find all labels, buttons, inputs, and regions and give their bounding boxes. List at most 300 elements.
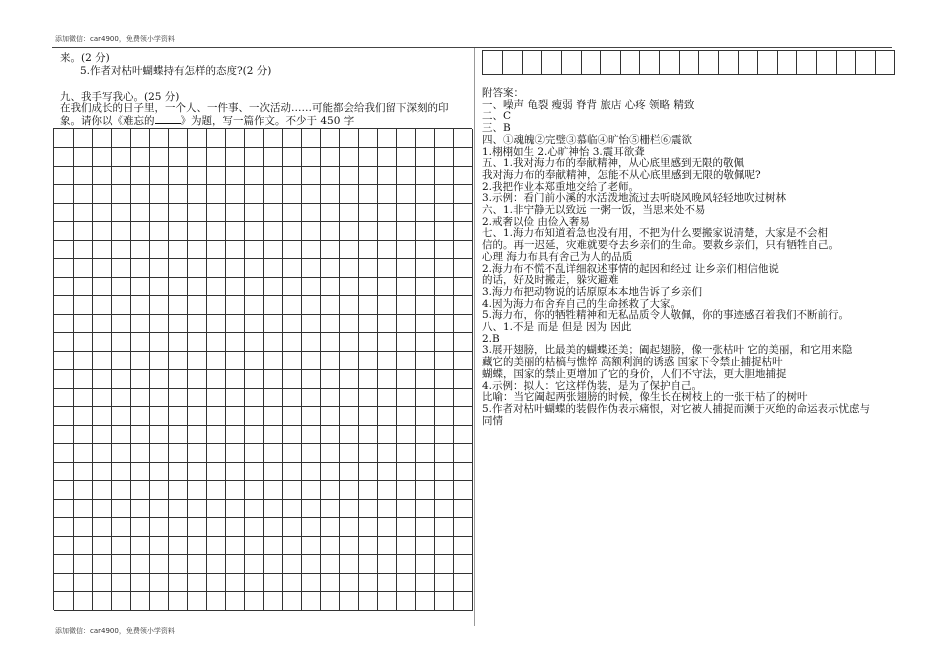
- grid-cell: [396, 425, 416, 444]
- grid-cell: [206, 129, 226, 148]
- grid-cell: [320, 185, 340, 204]
- grid-cell: [415, 129, 435, 148]
- grid-cell: [396, 388, 416, 407]
- grid-cell: [263, 536, 283, 555]
- grid-cell: [187, 296, 207, 315]
- grid-cell: [358, 240, 378, 259]
- grid-cell: [263, 481, 283, 500]
- grid-cell: [111, 555, 131, 574]
- grid-cell: [301, 351, 321, 370]
- grid-cell: [263, 240, 283, 259]
- grid-cell: [434, 499, 454, 518]
- grid-cell: [206, 240, 226, 259]
- grid-cell: [149, 370, 169, 389]
- top-grid-cell: [777, 51, 797, 75]
- answer-line: 2.B: [482, 332, 500, 345]
- grid-cell: [225, 222, 245, 241]
- answer-line: 三、B: [482, 122, 511, 135]
- answer-line: 3.展开翅膀，比最美的蝴蝶还美；阖起翅膀，像一张枯叶 它的美丽，和它用来隐: [482, 344, 853, 357]
- grid-cell: [54, 333, 74, 352]
- grid-cell: [263, 444, 283, 463]
- grid-cell: [225, 185, 245, 204]
- grid-cell: [92, 222, 112, 241]
- grid-cell: [54, 129, 74, 148]
- grid-cell: [130, 333, 150, 352]
- grid-cell: [187, 277, 207, 296]
- grid-cell: [187, 555, 207, 574]
- grid-cell: [396, 203, 416, 222]
- grid-cell: [168, 148, 188, 167]
- grid-cell: [111, 222, 131, 241]
- grid-cell: [396, 444, 416, 463]
- grid-cell: [377, 203, 397, 222]
- grid-cell: [244, 462, 264, 481]
- grid-cell: [244, 277, 264, 296]
- grid-cell: [149, 555, 169, 574]
- answer-line: 比喻：当它阖起两张翅膀的时候，像生长在树枝上的一张干枯了的树叶: [482, 391, 808, 404]
- grid-cell: [225, 333, 245, 352]
- grid-cell: [339, 222, 359, 241]
- grid-cell: [225, 407, 245, 426]
- grid-cell: [339, 388, 359, 407]
- grid-cell: [358, 185, 378, 204]
- grid-cell: [453, 499, 473, 518]
- grid-cell: [149, 407, 169, 426]
- answer-line: 心理 海力布具有舍己为人的品质: [482, 250, 633, 263]
- grid-cell: [282, 481, 302, 500]
- grid-cell: [130, 499, 150, 518]
- grid-cell: [130, 518, 150, 537]
- grid-cell: [358, 481, 378, 500]
- grid-cell: [282, 573, 302, 592]
- grid-cell: [92, 333, 112, 352]
- grid-cell: [339, 314, 359, 333]
- grid-cell: [187, 185, 207, 204]
- grid-cell: [339, 499, 359, 518]
- grid-cell: [263, 555, 283, 574]
- grid-cell: [339, 481, 359, 500]
- grid-cell: [301, 129, 321, 148]
- grid-cell: [453, 277, 473, 296]
- grid-cell: [111, 259, 131, 278]
- grid-cell: [320, 425, 340, 444]
- grid-cell: [377, 259, 397, 278]
- grid-cell: [263, 296, 283, 315]
- grid-cell: [415, 185, 435, 204]
- grid-cell: [168, 536, 188, 555]
- grid-cell: [301, 499, 321, 518]
- grid-cell: [130, 277, 150, 296]
- grid-cell: [282, 296, 302, 315]
- grid-cell: [415, 222, 435, 241]
- grid-cell: [358, 499, 378, 518]
- grid-cell: [453, 259, 473, 278]
- grid-cell: [434, 148, 454, 167]
- grid-cell: [54, 370, 74, 389]
- grid-cell: [225, 296, 245, 315]
- answer-line: 五、1.我对海力布的奉献精神，从心底里感到无限的敬佩: [482, 157, 745, 170]
- grid-cell: [434, 240, 454, 259]
- grid-cell: [263, 351, 283, 370]
- grid-cell: [130, 314, 150, 333]
- grid-cell: [244, 518, 264, 537]
- grid-cell: [434, 129, 454, 148]
- grid-cell: [282, 185, 302, 204]
- grid-cell: [377, 370, 397, 389]
- grid-cell: [187, 351, 207, 370]
- grid-cell: [396, 314, 416, 333]
- grid-cell: [434, 370, 454, 389]
- grid-cell: [73, 444, 93, 463]
- grid-cell: [54, 185, 74, 204]
- grid-cell: [73, 259, 93, 278]
- grid-cell: [320, 259, 340, 278]
- grid-cell: [73, 425, 93, 444]
- grid-cell: [263, 185, 283, 204]
- grid-cell: [434, 425, 454, 444]
- grid-cell: [434, 259, 454, 278]
- grid-cell: [282, 499, 302, 518]
- grid-cell: [415, 481, 435, 500]
- grid-cell: [453, 462, 473, 481]
- grid-cell: [320, 444, 340, 463]
- grid-cell: [54, 499, 74, 518]
- grid-cell: [377, 277, 397, 296]
- grid-cell: [168, 555, 188, 574]
- grid-cell: [168, 499, 188, 518]
- grid-cell: [92, 370, 112, 389]
- grid-cell: [73, 351, 93, 370]
- top-grid-cell: [561, 51, 581, 75]
- grid-cell: [92, 425, 112, 444]
- grid-cell: [111, 407, 131, 426]
- grid-cell: [187, 388, 207, 407]
- grid-cell: [111, 185, 131, 204]
- question-tail-line: 来。(2 分): [60, 52, 110, 64]
- grid-cell: [73, 296, 93, 315]
- grid-cell: [320, 148, 340, 167]
- grid-cell: [320, 573, 340, 592]
- grid-cell: [434, 481, 454, 500]
- grid-cell: [301, 370, 321, 389]
- grid-cell: [225, 592, 245, 611]
- grid-cell: [187, 536, 207, 555]
- grid-cell: [111, 481, 131, 500]
- grid-cell: [225, 166, 245, 185]
- grid-cell: [111, 425, 131, 444]
- grid-cell: [149, 425, 169, 444]
- grid-cell: [396, 240, 416, 259]
- grid-cell: [130, 536, 150, 555]
- grid-cell: [339, 444, 359, 463]
- grid-cell: [225, 203, 245, 222]
- grid-cell: [244, 314, 264, 333]
- grid-cell: [301, 203, 321, 222]
- grid-cell: [263, 518, 283, 537]
- grid-cell: [320, 518, 340, 537]
- grid-cell: [301, 444, 321, 463]
- grid-cell: [282, 444, 302, 463]
- grid-cell: [130, 129, 150, 148]
- grid-cell: [130, 481, 150, 500]
- grid-cell: [320, 166, 340, 185]
- grid-cell: [111, 166, 131, 185]
- grid-cell: [54, 444, 74, 463]
- grid-cell: [130, 222, 150, 241]
- grid-cell: [130, 425, 150, 444]
- grid-cell: [320, 555, 340, 574]
- grid-cell: [358, 536, 378, 555]
- grid-cell: [453, 351, 473, 370]
- grid-cell: [130, 388, 150, 407]
- grid-cell: [434, 314, 454, 333]
- grid-cell: [377, 573, 397, 592]
- grid-cell: [206, 592, 226, 611]
- grid-cell: [434, 351, 454, 370]
- grid-cell: [168, 518, 188, 537]
- grid-cell: [434, 444, 454, 463]
- title-blank: [155, 114, 181, 124]
- grid-cell: [263, 407, 283, 426]
- grid-cell: [130, 259, 150, 278]
- grid-cell: [187, 592, 207, 611]
- grid-cell: [301, 536, 321, 555]
- answer-line: 3.示例：看门前小溪的水活泼地流过去听晓风晚风轻轻地吹过树林: [482, 192, 787, 205]
- answer-line: 一、噪声 龟裂 瘦弱 脊背 旅店 心疼 领略 精致: [482, 98, 695, 111]
- grid-cell: [396, 351, 416, 370]
- grid-cell: [282, 333, 302, 352]
- grid-cell: [54, 592, 74, 611]
- grid-cell: [54, 555, 74, 574]
- top-grid-cell: [640, 51, 660, 75]
- answer-line: 四、①魂魄②完璧③慕临④旷怡⑤栅栏⑥震欲: [482, 133, 692, 146]
- grid-cell: [149, 351, 169, 370]
- grid-cell: [339, 333, 359, 352]
- grid-cell: [187, 148, 207, 167]
- grid-cell: [92, 351, 112, 370]
- answer-line: 5.作者对枯叶蝴蝶的装假作伪表示痛恨，对它被人捕捉而濒于灭绝的命运表示忧虑与: [482, 402, 871, 415]
- grid-cell: [453, 148, 473, 167]
- grid-cell: [206, 148, 226, 167]
- grid-cell: [168, 407, 188, 426]
- grid-cell: [244, 592, 264, 611]
- top-grid-cell: [738, 51, 758, 75]
- grid-cell: [320, 370, 340, 389]
- grid-cell: [339, 148, 359, 167]
- grid-cell: [73, 518, 93, 537]
- grid-cell: [225, 388, 245, 407]
- grid-cell: [187, 462, 207, 481]
- grid-cell: [396, 370, 416, 389]
- grid-cell: [187, 333, 207, 352]
- grid-cell: [377, 518, 397, 537]
- grid-cell: [244, 555, 264, 574]
- grid-cell: [339, 536, 359, 555]
- grid-cell: [73, 333, 93, 352]
- grid-cell: [244, 444, 264, 463]
- grid-cell: [301, 314, 321, 333]
- grid-cell: [244, 388, 264, 407]
- grid-cell: [301, 185, 321, 204]
- grid-cell: [453, 425, 473, 444]
- grid-cell: [358, 555, 378, 574]
- grid-cell: [415, 573, 435, 592]
- grid-cell: [396, 481, 416, 500]
- grid-cell: [244, 370, 264, 389]
- grid-cell: [415, 203, 435, 222]
- grid-cell: [111, 203, 131, 222]
- grid-cell: [244, 333, 264, 352]
- grid-cell: [396, 536, 416, 555]
- grid-cell: [320, 222, 340, 241]
- grid-cell: [168, 462, 188, 481]
- grid-cell: [111, 148, 131, 167]
- grid-cell: [377, 536, 397, 555]
- grid-cell: [320, 333, 340, 352]
- grid-cell: [358, 259, 378, 278]
- header-watermark: 添加微信：car4900，免费领小学资料: [55, 35, 175, 43]
- grid-cell: [377, 129, 397, 148]
- grid-cell: [92, 259, 112, 278]
- grid-cell: [225, 573, 245, 592]
- grid-cell: [206, 203, 226, 222]
- grid-cell: [73, 370, 93, 389]
- grid-cell: [415, 536, 435, 555]
- grid-cell: [54, 296, 74, 315]
- grid-cell: [225, 351, 245, 370]
- grid-cell: [415, 351, 435, 370]
- grid-cell: [282, 388, 302, 407]
- answer-line: 八、1.不是 而是 但是 因为 因此: [482, 321, 632, 333]
- grid-cell: [130, 462, 150, 481]
- grid-cell: [320, 462, 340, 481]
- answer-line: 2.戒奢以俭 由俭入奢易: [482, 215, 590, 228]
- answer-line: 六、1.非宁静无以致远 一粥一饭，当思来处不易: [482, 204, 706, 216]
- grid-cell: [244, 407, 264, 426]
- grid-cell: [130, 296, 150, 315]
- grid-cell: [282, 259, 302, 278]
- grid-cell: [54, 573, 74, 592]
- grid-cell: [358, 314, 378, 333]
- grid-cell: [358, 277, 378, 296]
- top-grid-cell: [620, 51, 640, 75]
- grid-cell: [377, 407, 397, 426]
- grid-cell: [396, 222, 416, 241]
- top-grid-cell: [581, 51, 601, 75]
- grid-cell: [415, 518, 435, 537]
- grid-cell: [377, 351, 397, 370]
- grid-cell: [320, 296, 340, 315]
- grid-cell: [244, 185, 264, 204]
- grid-cell: [453, 536, 473, 555]
- grid-cell: [168, 370, 188, 389]
- grid-cell: [339, 462, 359, 481]
- grid-cell: [168, 388, 188, 407]
- grid-cell: [111, 351, 131, 370]
- grid-cell: [301, 407, 321, 426]
- grid-cell: [396, 407, 416, 426]
- grid-cell: [301, 240, 321, 259]
- answer-line: 我对海力布的奉献精神，怎能不从心底里感到无限的敬佩呢?: [482, 168, 761, 181]
- grid-cell: [339, 203, 359, 222]
- grid-cell: [130, 573, 150, 592]
- grid-cell: [320, 592, 340, 611]
- grid-cell: [187, 444, 207, 463]
- grid-cell: [168, 314, 188, 333]
- grid-cell: [130, 148, 150, 167]
- grid-cell: [92, 444, 112, 463]
- grid-cell: [415, 499, 435, 518]
- grid-cell: [111, 370, 131, 389]
- grid-cell: [206, 425, 226, 444]
- grid-cell: [282, 370, 302, 389]
- grid-cell: [301, 462, 321, 481]
- answer-line: 二、C: [482, 110, 512, 123]
- grid-cell: [206, 296, 226, 315]
- grid-cell: [301, 518, 321, 537]
- grid-cell: [396, 277, 416, 296]
- grid-cell: [187, 222, 207, 241]
- grid-cell: [263, 462, 283, 481]
- grid-cell: [301, 148, 321, 167]
- grid-cell: [282, 203, 302, 222]
- grid-cell: [73, 592, 93, 611]
- grid-cell: [225, 277, 245, 296]
- grid-cell: [149, 573, 169, 592]
- grid-cell: [149, 518, 169, 537]
- grid-cell: [320, 240, 340, 259]
- top-grid-cell: [856, 51, 876, 75]
- grid-cell: [396, 462, 416, 481]
- grid-cell: [187, 203, 207, 222]
- grid-cell: [453, 222, 473, 241]
- grid-cell: [415, 444, 435, 463]
- grid-cell: [263, 259, 283, 278]
- grid-cell: [396, 592, 416, 611]
- grid-cell: [149, 314, 169, 333]
- grid-cell: [453, 573, 473, 592]
- grid-cell: [358, 370, 378, 389]
- top-grid-cell: [522, 51, 542, 75]
- grid-cell: [73, 185, 93, 204]
- grid-cell: [263, 129, 283, 148]
- grid-cell: [358, 166, 378, 185]
- grid-cell: [149, 166, 169, 185]
- grid-cell: [149, 259, 169, 278]
- grid-cell: [130, 240, 150, 259]
- grid-cell: [358, 462, 378, 481]
- grid-cell: [92, 240, 112, 259]
- answer-line: 5.海力布，你的牺牲精神和无私品质令人敬佩，你的事迹感召着我们不断前行。: [482, 309, 850, 322]
- grid-cell: [263, 314, 283, 333]
- grid-cell: [301, 425, 321, 444]
- grid-cell: [187, 573, 207, 592]
- grid-cell: [111, 277, 131, 296]
- grid-cell: [187, 259, 207, 278]
- grid-cell: [54, 259, 74, 278]
- grid-cell: [244, 536, 264, 555]
- grid-cell: [301, 555, 321, 574]
- grid-cell: [92, 277, 112, 296]
- grid-cell: [225, 240, 245, 259]
- grid-cell: [377, 166, 397, 185]
- grid-cell: [168, 166, 188, 185]
- grid-cell: [168, 592, 188, 611]
- grid-cell: [73, 314, 93, 333]
- grid-cell: [339, 185, 359, 204]
- grid-cell: [168, 351, 188, 370]
- grid-cell: [339, 518, 359, 537]
